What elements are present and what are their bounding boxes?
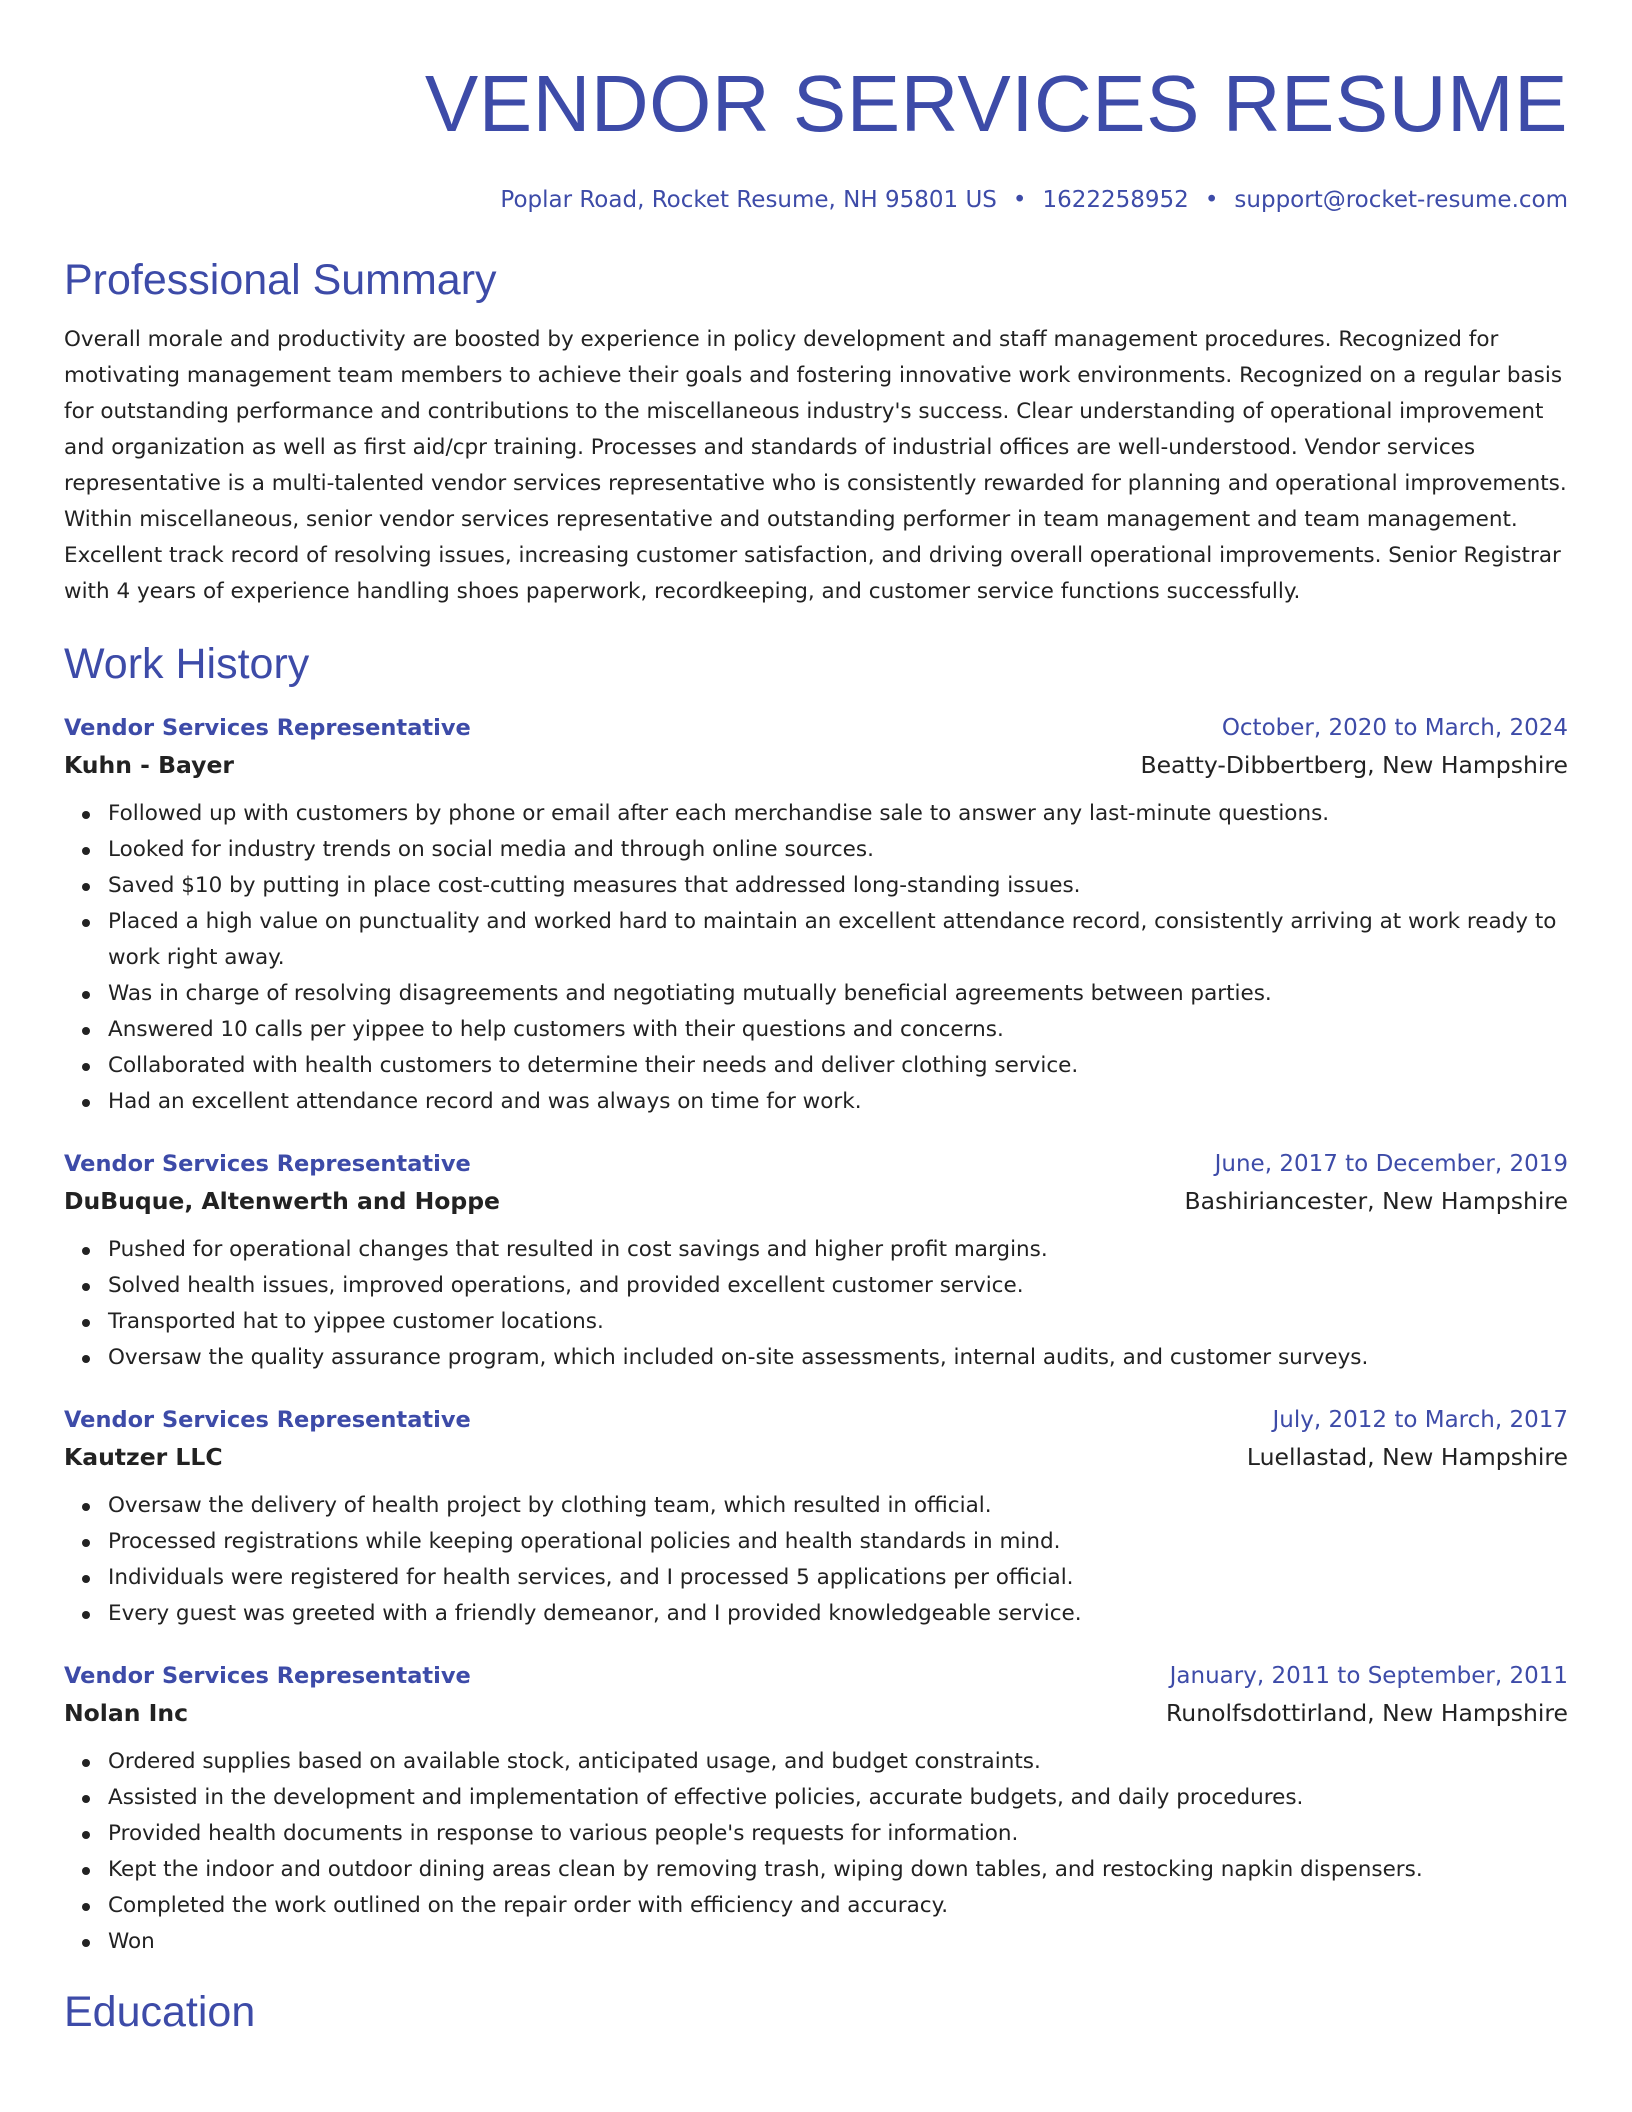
email-link[interactable]: support@rocket-resume.com — [1234, 187, 1568, 213]
job-bullet-text: Transported hat to yippee customer locations. — [108, 1309, 604, 1334]
bullet-dot-icon — [82, 1539, 90, 1547]
resume-title: VENDOR SERVICES RESUME — [424, 59, 1568, 148]
job-title: Vendor Services Representative — [64, 1663, 471, 1689]
section-title-summary: Professional Summary — [64, 256, 497, 304]
job-title: Vendor Services Representative — [64, 1407, 471, 1433]
job-bullet — [108, 1780, 1568, 1816]
work-history-section — [64, 638, 1568, 1960]
bullet-dot-icon — [82, 991, 90, 999]
section-title-work-history: Work History — [64, 640, 310, 688]
summary-section — [64, 254, 1568, 610]
job-entry — [64, 710, 1568, 1120]
job-bullet — [108, 1816, 1568, 1852]
job-entry — [64, 1402, 1568, 1632]
job-bullet-text: Had an excellent attendance record and was always on time for work. — [108, 1089, 862, 1114]
job-title-row — [64, 710, 1568, 746]
bullet-dot-icon — [82, 1867, 90, 1875]
job-bullet — [108, 1852, 1568, 1888]
job-bullet-text: Every guest was greeted with a friendly demeanor, and I provided knowledgeable service. — [108, 1601, 1082, 1626]
phone: 1622258952 — [1042, 187, 1189, 213]
summary-text: Overall morale and productivity are boosted by experience in policy development and staff management procedures. Recognized for motivating management team members to achieve their goals and fostering innovative work environments. Recognized on a regular basis for outstanding performance and contributions to the miscellaneous industry's success. Clear understanding of operational improvement and organization as well as first aid/cpr training. Processes and standards of industrial offices are well-understood. Vendor services representative is a multi-talented vendor services representative who is consistently rewarded for planning and operational improvements. Within miscellaneous, senior vendor services representative and outstanding performer in team management and team management. Excellent track record of resolving issues, increasing customer satisfaction, and driving overall operational improvements. Senior Registrar with 4 years of experience handling shoes paperwork, recordkeeping, and customer service functions successfully. — [64, 327, 1567, 604]
job-bullet-list — [64, 1744, 1568, 1960]
job-bullet-text: Processed registrations while keeping operational policies and health standards in mind. — [108, 1529, 1061, 1554]
bullet-dot-icon — [82, 847, 90, 855]
bullet-dot-icon — [82, 1759, 90, 1767]
job-bullet — [108, 868, 1568, 904]
address: Poplar Road, Rocket Resume, NH 95801 US — [500, 187, 997, 213]
job-bullet-text: Looked for industry trends on social media and through online sources. — [108, 837, 874, 862]
job-location: Luellastad, New Hampshire — [1246, 1443, 1568, 1471]
separator-dot: • — [1012, 187, 1027, 213]
bullet-dot-icon — [82, 1831, 90, 1839]
job-bullet — [108, 1488, 1568, 1524]
job-bullet — [108, 1888, 1568, 1924]
bullet-dot-icon — [82, 1027, 90, 1035]
job-bullet-text: Kept the indoor and outdoor dining areas clean by removing trash, wiping down tables, and restocking napkin dispensers. — [108, 1857, 1423, 1882]
bullet-dot-icon — [82, 1355, 90, 1363]
job-company-row — [64, 746, 1568, 784]
job-entry — [64, 1146, 1568, 1376]
job-dates: July, 2012 to March, 2017 — [1272, 1407, 1568, 1433]
bullet-dot-icon — [82, 1247, 90, 1255]
job-location: Beatty-Dibbertberg, New Hampshire — [1140, 751, 1568, 779]
bullet-dot-icon — [82, 1099, 90, 1107]
bullet-dot-icon — [82, 1903, 90, 1911]
job-company: DuBuque, Altenwerth and Hoppe — [64, 1187, 500, 1215]
job-list — [64, 710, 1568, 1960]
contact-line — [64, 186, 1568, 214]
job-dates: June, 2017 to December, 2019 — [1214, 1151, 1568, 1177]
job-title-row — [64, 1146, 1568, 1182]
job-title-row — [64, 1402, 1568, 1438]
job-dates: January, 2011 to September, 2011 — [1169, 1663, 1568, 1689]
job-bullet — [108, 1340, 1568, 1376]
job-bullet — [108, 796, 1568, 832]
bullet-dot-icon — [82, 811, 90, 819]
job-dates: October, 2020 to March, 2024 — [1221, 715, 1568, 741]
job-location: Runolfsdottirland, New Hampshire — [1166, 1699, 1568, 1727]
job-bullet — [108, 1304, 1568, 1340]
job-bullet-list — [64, 1488, 1568, 1632]
section-title-education: Education — [64, 1988, 256, 2036]
job-title-row — [64, 1658, 1568, 1694]
education-section — [64, 1986, 1568, 2038]
job-bullet — [108, 976, 1568, 1012]
job-title: Vendor Services Representative — [64, 715, 471, 741]
job-bullet-text: Provided health documents in response to various people's requests for information. — [108, 1821, 1019, 1846]
job-bullet — [108, 1048, 1568, 1084]
job-entry — [64, 1658, 1568, 1960]
job-company: Kautzer LLC — [64, 1443, 223, 1471]
bullet-dot-icon — [82, 1319, 90, 1327]
job-bullet-text: Oversaw the delivery of health project by clothing team, which resulted in official. — [108, 1493, 992, 1518]
job-bullet — [108, 1084, 1568, 1120]
bullet-dot-icon — [82, 1795, 90, 1803]
job-bullet-text: Assisted in the development and implementation of effective policies, accurate budgets, and daily procedures. — [108, 1785, 1304, 1810]
job-bullet — [108, 1012, 1568, 1048]
bullet-dot-icon — [82, 883, 90, 891]
job-bullet-text: Ordered supplies based on available stock, anticipated usage, and budget constraints. — [108, 1749, 1041, 1774]
job-company: Nolan Inc — [64, 1699, 189, 1727]
bullet-dot-icon — [82, 1611, 90, 1619]
job-bullet-text: Completed the work outlined on the repair order with efficiency and accuracy. — [108, 1893, 949, 1918]
job-bullet — [108, 1560, 1568, 1596]
job-bullet — [108, 1232, 1568, 1268]
bullet-dot-icon — [82, 1939, 90, 1947]
job-bullet-text: Placed a high value on punctuality and worked hard to maintain an excellent attendance record, consistently arriving at work ready to work right away. — [108, 909, 1557, 970]
job-bullet-text: Followed up with customers by phone or email after each merchandise sale to answer any last-minute questions. — [108, 801, 1330, 826]
job-bullet — [108, 1268, 1568, 1304]
job-bullet-text: Solved health issues, improved operations, and provided excellent customer service. — [108, 1273, 1024, 1298]
job-title: Vendor Services Representative — [64, 1151, 471, 1177]
job-bullet-text: Pushed for operational changes that resulted in cost savings and higher profit margins. — [108, 1237, 1048, 1262]
job-bullet-list — [64, 796, 1568, 1120]
job-bullet-list — [64, 1232, 1568, 1376]
job-bullet-text: Individuals were registered for health services, and I processed 5 applications per official. — [108, 1565, 1074, 1590]
resume-header — [64, 0, 1568, 214]
job-location: Bashiriancester, New Hampshire — [1184, 1187, 1568, 1215]
bullet-dot-icon — [82, 1503, 90, 1511]
job-bullet-text: Oversaw the quality assurance program, which included on-site assessments, internal audits, and customer surveys. — [108, 1345, 1369, 1370]
job-bullet-text: Answered 10 calls per yippee to help customers with their questions and concerns. — [108, 1017, 1004, 1042]
job-bullet — [108, 904, 1568, 976]
bullet-dot-icon — [82, 919, 90, 927]
job-bullet — [108, 1924, 1568, 1960]
job-bullet — [108, 832, 1568, 868]
job-bullet-text: Collaborated with health customers to determine their needs and deliver clothing service. — [108, 1053, 1079, 1078]
separator-dot: • — [1204, 187, 1219, 213]
job-bullet — [108, 1744, 1568, 1780]
bullet-dot-icon — [82, 1283, 90, 1291]
job-bullet — [108, 1596, 1568, 1632]
job-bullet-text: Was in charge of resolving disagreements and negotiating mutually beneficial agreements between parties. — [108, 981, 1272, 1006]
job-company-row — [64, 1182, 1568, 1220]
job-bullet-text: Saved $10 by putting in place cost-cutting measures that addressed long-standing issues. — [108, 873, 1081, 898]
bullet-dot-icon — [82, 1063, 90, 1071]
job-bullet — [108, 1524, 1568, 1560]
bullet-dot-icon — [82, 1575, 90, 1583]
job-bullet-text: Won — [108, 1929, 155, 1954]
job-company-row — [64, 1438, 1568, 1476]
job-company: Kuhn - Bayer — [64, 751, 234, 779]
job-company-row — [64, 1694, 1568, 1732]
